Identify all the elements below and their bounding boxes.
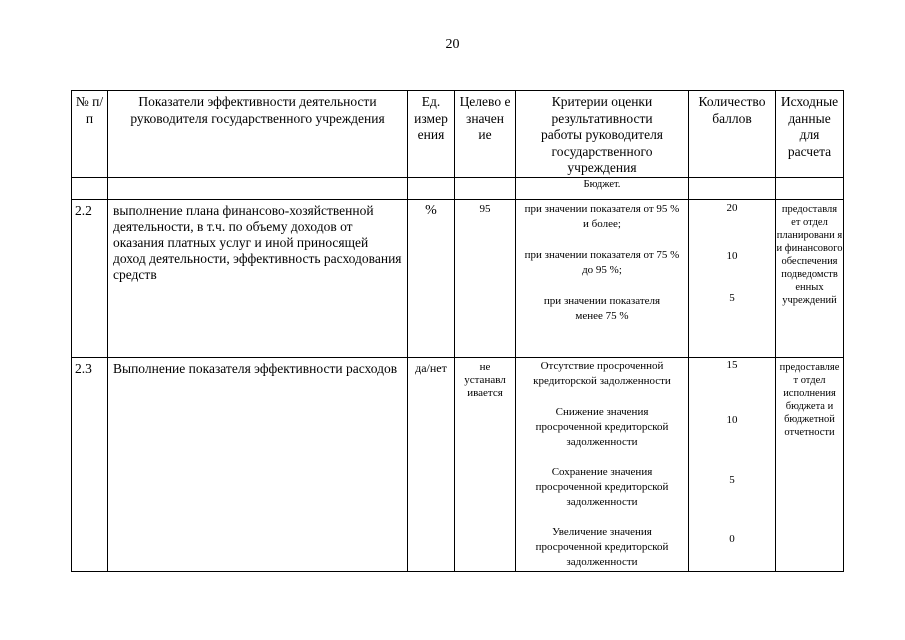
points-value: 15 <box>726 359 738 371</box>
table-row <box>72 200 844 358</box>
indicator-name: Выполнение показателя эффективности расходов <box>108 358 408 572</box>
table-row <box>72 358 844 572</box>
criterion-text: при значении показателя менее 75 % <box>543 295 661 322</box>
page-number: 20 <box>445 37 460 52</box>
kpi-table <box>71 90 844 572</box>
source-text: предоставляе т отдел исполнения бюджета и бюджетной отчетности <box>776 358 844 572</box>
points-value: 10 <box>726 414 738 426</box>
criterion-text: Снижение значения просроченной кредиторской задолженности <box>535 406 669 448</box>
continuation-row <box>72 178 844 200</box>
header-points: Количество баллов <box>689 91 776 178</box>
points-value: 5 <box>729 474 735 486</box>
header-source: Исходные данные для расчета <box>776 91 844 178</box>
unit-value: % <box>408 200 455 358</box>
unit-value: да/нет <box>408 358 455 572</box>
criterion-text: при значении показателя от 75 % до 95 %; <box>524 249 680 276</box>
row-number: 2.3 <box>72 358 108 572</box>
continuation-criteria: Бюджет. <box>583 179 621 190</box>
header-unit: Ед. измер ения <box>408 91 455 178</box>
header-indicator: Показатели эффективности деятельности руководителя государственного учреждения <box>108 91 408 178</box>
header-no: № п/п <box>72 91 108 178</box>
criterion-text: Отсутствие просроченной кредиторской задолженности <box>533 360 671 387</box>
target-value: не устанавл ивается <box>455 358 516 572</box>
indicator-name: выполнение плана финансово-хозяйственной деятельности, в т.ч. по объему доходов от оказания платных услуг и иной приносящей доход деятельности, эффективность расходования средств <box>108 200 408 358</box>
header-criteria: Критерии оценки результативности работы руководителя государственного учреждения <box>516 91 689 178</box>
points-value: 0 <box>729 533 735 545</box>
target-value: 95 <box>455 200 516 358</box>
header-target: Целево е значен ие <box>455 91 516 178</box>
source-text: предоставля ет отдел планировани я и финансового обеспечения подведомств енных учреждений <box>776 200 844 358</box>
points-value: 20 <box>726 202 738 214</box>
criterion-text: Сохранение значения просроченной кредиторской задолженности <box>535 466 669 508</box>
points-value: 5 <box>729 292 735 304</box>
criterion-text: при значении показателя от 95 % и более; <box>524 203 680 230</box>
points-value: 10 <box>726 250 738 262</box>
table-header-row <box>72 91 844 178</box>
criterion-text: Увеличение значения просроченной кредиторской задолженности <box>535 526 669 568</box>
row-number: 2.2 <box>72 200 108 358</box>
